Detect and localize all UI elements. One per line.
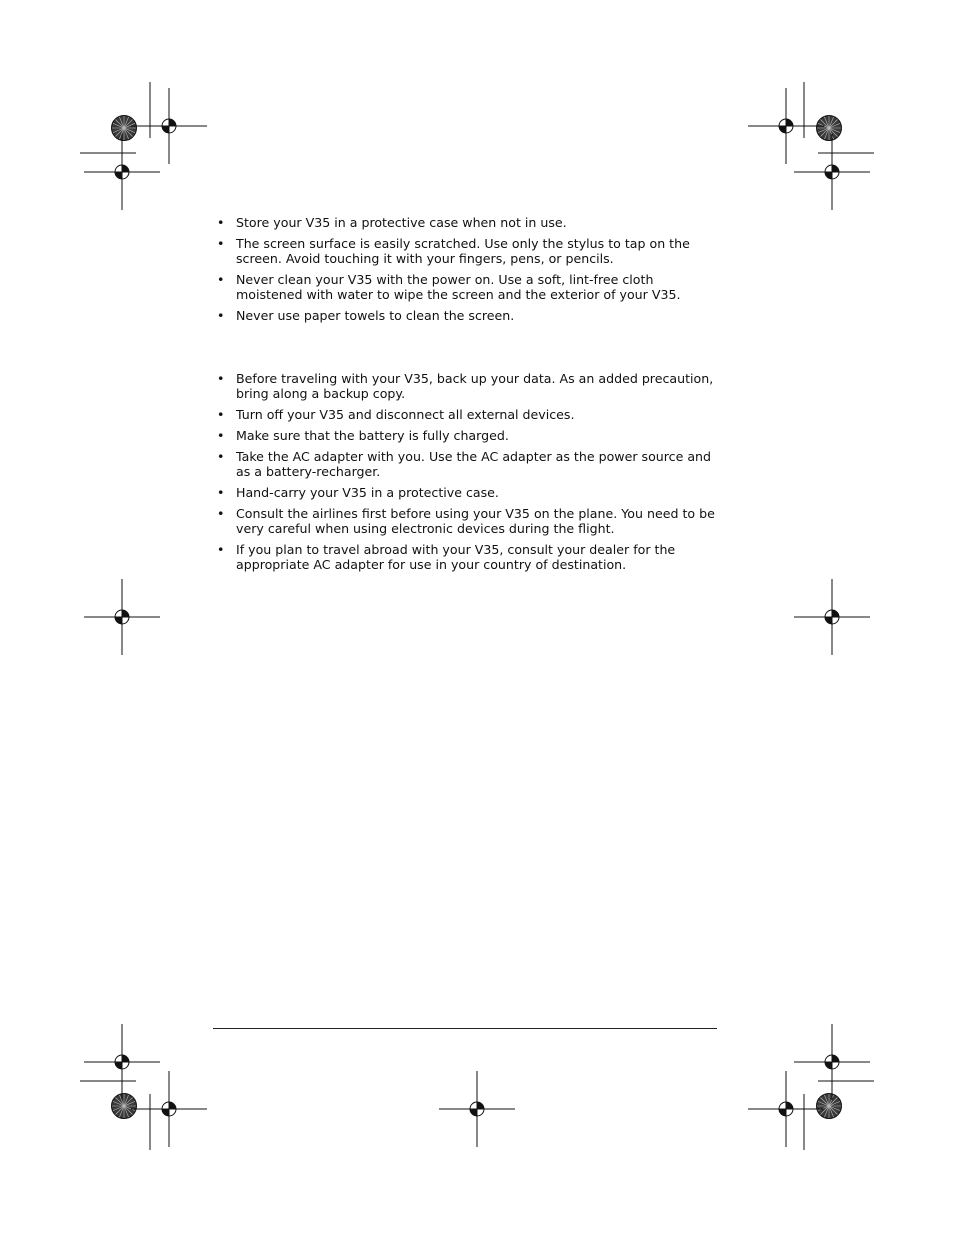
care-tips-list	[217, 215, 717, 329]
list-item	[217, 371, 717, 401]
crosshair-mark	[439, 1071, 515, 1147]
footer-rule	[213, 1028, 717, 1029]
list-item-text: Take the AC adapter with you. Use the AC adapter as the power source and as a battery-recharger.	[236, 449, 712, 479]
list-item	[217, 272, 717, 302]
list-item-text: Never use paper towels to clean the screen.	[236, 308, 515, 323]
crosshair-mark	[794, 579, 870, 655]
crosshair-mark	[748, 1071, 824, 1147]
bullet: •	[217, 542, 225, 557]
bullet: •	[217, 428, 225, 443]
list-item-text: Turn off your V35 and disconnect all external devices.	[236, 407, 575, 422]
list-item	[217, 485, 717, 500]
crosshair-mark	[131, 1071, 207, 1147]
list-item-text: Before traveling with your V35, back up your data. As an added precaution, bring along a backup copy.	[236, 371, 714, 401]
list-item	[217, 428, 717, 443]
list-item	[217, 449, 717, 479]
star-target-mark	[817, 116, 842, 141]
list-item-text: Store your V35 in a protective case when not in use.	[236, 215, 567, 230]
bullet: •	[217, 215, 225, 230]
list-item	[217, 542, 717, 572]
crosshair-mark	[794, 1024, 870, 1100]
crosshair-mark	[131, 88, 207, 164]
list-item	[217, 236, 717, 266]
list-item-text: If you plan to travel abroad with your V35, consult your dealer for the appropriate AC adapter for use in your country of destination.	[236, 542, 676, 572]
list-item	[217, 308, 717, 323]
bullet: •	[217, 272, 225, 287]
bullet: •	[217, 485, 225, 500]
list-item	[217, 215, 717, 230]
crosshair-mark	[748, 88, 824, 164]
bullet: •	[217, 308, 225, 323]
star-target-mark	[112, 116, 137, 141]
bullet: •	[217, 407, 225, 422]
list-item-text: The screen surface is easily scratched. Use only the stylus to tap on the screen. Avoid touching it with your fingers, pens, or pencils.	[236, 236, 690, 266]
bullet: •	[217, 449, 225, 464]
bullet: •	[217, 506, 225, 521]
list-item-text: Make sure that the battery is fully charged.	[236, 428, 509, 443]
list-item	[217, 506, 717, 536]
travel-tips-list	[217, 371, 717, 578]
crosshair-mark	[84, 1024, 160, 1100]
star-target-mark	[112, 1094, 137, 1119]
list-item-text: Consult the airlines first before using your V35 on the plane. You need to be very careful when using electronic devices during the flight.	[236, 506, 715, 536]
bullet: •	[217, 371, 225, 386]
list-item	[217, 407, 717, 422]
list-item-text: Never clean your V35 with the power on. Use a soft, lint-free cloth moistened with water to wipe the screen and the exterior of your V35.	[236, 272, 681, 302]
crosshair-mark	[84, 579, 160, 655]
crosshair-mark	[84, 134, 160, 210]
list-item-text: Hand-carry your V35 in a protective case.	[236, 485, 499, 500]
star-target-mark	[817, 1094, 842, 1119]
crosshair-mark	[794, 134, 870, 210]
bullet: •	[217, 236, 225, 251]
